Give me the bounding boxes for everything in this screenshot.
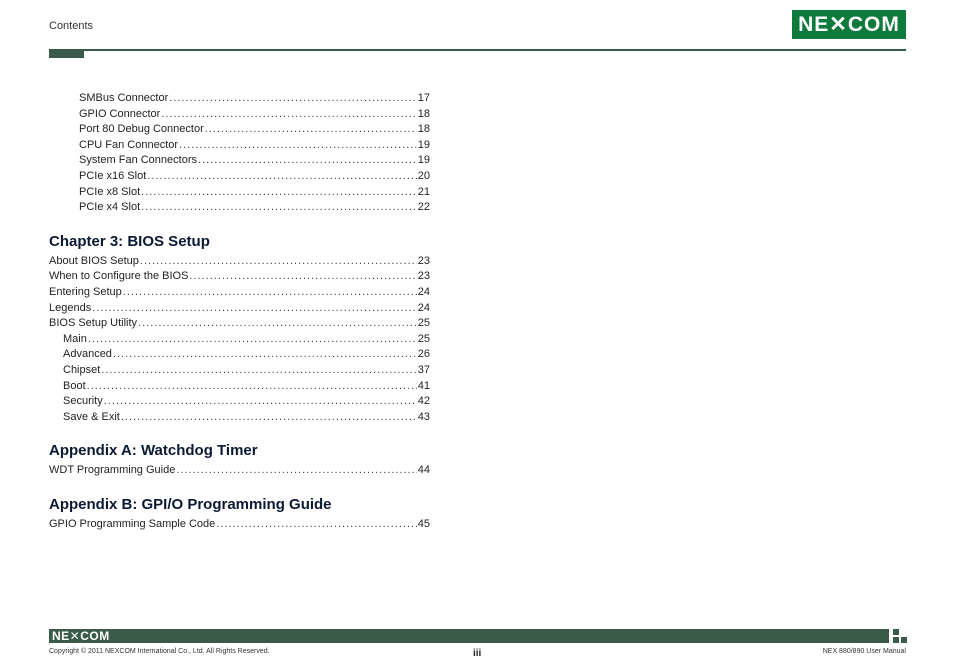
toc-entry-gpio-sample[interactable]: GPIO Programming Sample Code ..... 45 bbox=[49, 518, 430, 534]
toc-entry-system-fan[interactable]: System Fan Connectors ..... 19 bbox=[49, 154, 430, 170]
toc-entry-wdt[interactable]: WDT Programming Guide ..... 44 bbox=[49, 464, 430, 480]
copyright-text: Copyright © 2011 NEXCOM International Co., Ltd. All Rights Reserved. bbox=[49, 648, 270, 655]
toc-entry-boot[interactable]: Boot ..... 41 bbox=[49, 380, 430, 396]
table-of-contents bbox=[49, 92, 430, 533]
toc-entry-smbus[interactable]: SMBus Connector ..... 17 bbox=[49, 92, 430, 108]
header-tab bbox=[49, 50, 84, 58]
footer-logo: NE✕COM bbox=[52, 629, 110, 643]
nexcom-logo bbox=[792, 10, 906, 39]
toc-entry-pcie-x16[interactable]: PCIe x16 Slot ..... 20 bbox=[49, 170, 430, 186]
toc-entry-cpu-fan[interactable]: CPU Fan Connector ..... 19 bbox=[49, 139, 430, 155]
toc-entry-main[interactable]: Main ..... 25 bbox=[49, 333, 430, 349]
toc-entry-security[interactable]: Security ..... 42 bbox=[49, 395, 430, 411]
toc-entry-save-exit[interactable]: Save & Exit ..... 43 bbox=[49, 411, 430, 427]
nexcom-logo-text: NE✕COM bbox=[798, 13, 900, 36]
toc-entry-gpio[interactable]: GPIO Connector ..... 18 bbox=[49, 108, 430, 124]
toc-entry-when-configure[interactable]: When to Configure the BIOS ..... 23 bbox=[49, 270, 430, 286]
toc-entry-pcie-x4[interactable]: PCIe x4 Slot ..... 22 bbox=[49, 201, 430, 217]
appendixB-heading[interactable]: Appendix B: GPI/O Programming Guide bbox=[49, 495, 332, 513]
header-label: Contents bbox=[49, 20, 94, 32]
toc-entry-about-bios[interactable]: About BIOS Setup ..... 23 bbox=[49, 255, 430, 271]
toc-entry-entering-setup[interactable]: Entering Setup ..... 24 bbox=[49, 286, 430, 302]
toc-entry-advanced[interactable]: Advanced ..... 26 bbox=[49, 348, 430, 364]
page-number: iii bbox=[473, 648, 482, 659]
manual-title: NEX 880/890 User Manual bbox=[822, 648, 906, 655]
toc-entry-port80[interactable]: Port 80 Debug Connector ..... 18 bbox=[49, 123, 430, 139]
toc-entry-bios-utility[interactable]: BIOS Setup Utility ..... 25 bbox=[49, 317, 430, 333]
footer-squares-icon bbox=[893, 629, 907, 643]
appendixA-heading[interactable]: Appendix A: Watchdog Timer bbox=[49, 442, 258, 460]
header-rule bbox=[49, 49, 906, 51]
footer-bar bbox=[49, 629, 889, 643]
toc-entry-legends[interactable]: Legends ..... 24 bbox=[49, 302, 430, 318]
chapter3-heading[interactable]: Chapter 3: BIOS Setup bbox=[49, 232, 210, 250]
toc-entry-pcie-x8[interactable]: PCIe x8 Slot ..... 21 bbox=[49, 186, 430, 202]
toc-entry-chipset[interactable]: Chipset ..... 37 bbox=[49, 364, 430, 380]
